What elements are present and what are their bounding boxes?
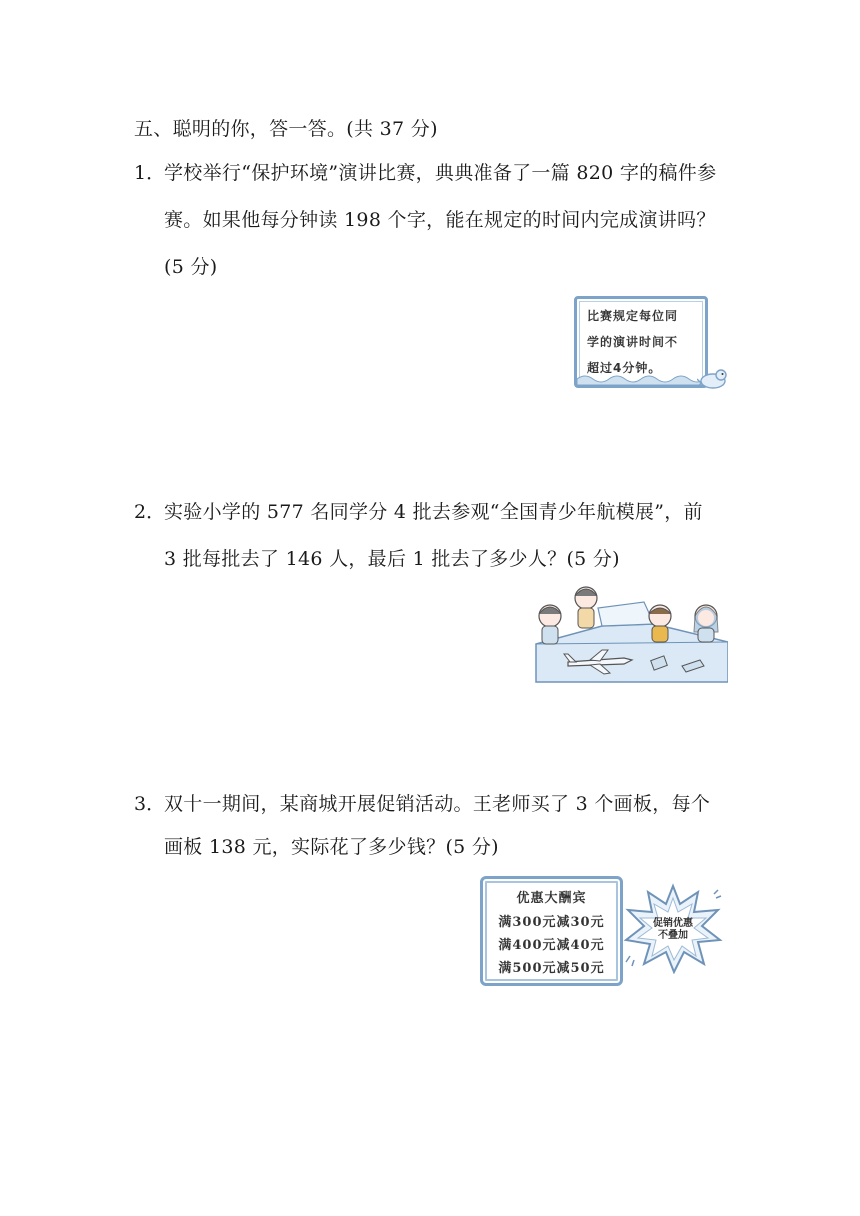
question-2-number: 2．: [134, 501, 166, 523]
child-figure-icon: [539, 605, 561, 644]
question-3-line-2: 画板 138 元，实际花了多少钱？(5 分): [164, 836, 499, 858]
note-line-1: 比赛规定每位同: [587, 309, 679, 323]
question-1-line-3: (5 分): [164, 256, 218, 278]
promotion-title: 优惠大酬宾: [516, 891, 587, 906]
promotion-rule-2: 满400元减40元: [498, 938, 605, 953]
rule-note-card: [574, 296, 708, 388]
child-figure-icon: [649, 605, 671, 642]
burst-line-1: 促销优惠: [653, 918, 693, 929]
child-figure-icon: [575, 587, 597, 628]
model-airplane-exhibit-illustration: [532, 580, 728, 686]
promotion-rule-1: 满300元减30元: [498, 915, 605, 930]
wave-decoration-icon: [577, 371, 705, 385]
seal-mascot-icon: [697, 365, 731, 391]
note-line-2: 学的演讲时间不: [587, 335, 679, 349]
question-3-number: 3．: [134, 793, 166, 815]
section-title: 五、聪明的你，答一答。(共 37 分): [134, 118, 438, 140]
burst-line-2: 不叠加: [658, 930, 688, 941]
note-line-3: 超过4分钟。: [587, 361, 662, 375]
question-2-line-1: 实验小学的 577 名同学分 4 批去参观“全国青少年航模展”，前: [164, 501, 703, 523]
question-2-line-2: 3 批每批去了 146 人，最后 1 批去了多少人？(5 分): [164, 548, 620, 570]
question-1-line-1: 学校举行“保护环境”演讲比赛，典典准备了一篇 820 字的稿件参: [164, 162, 717, 184]
question-1-line-2: 赛。如果他每分钟读 198 个字，能在规定的时间内完成演讲吗？: [164, 209, 716, 231]
child-figure-icon: [694, 605, 718, 642]
promotion-rule-3: 满500元减50元: [498, 961, 605, 976]
question-1-number: 1．: [134, 162, 166, 184]
question-3-line-1: 双十一期间，某商城开展促销活动。王老师买了 3 个画板，每个: [164, 793, 711, 815]
promotion-board: [480, 876, 623, 986]
no-stacking-burst-badge: [622, 882, 724, 974]
